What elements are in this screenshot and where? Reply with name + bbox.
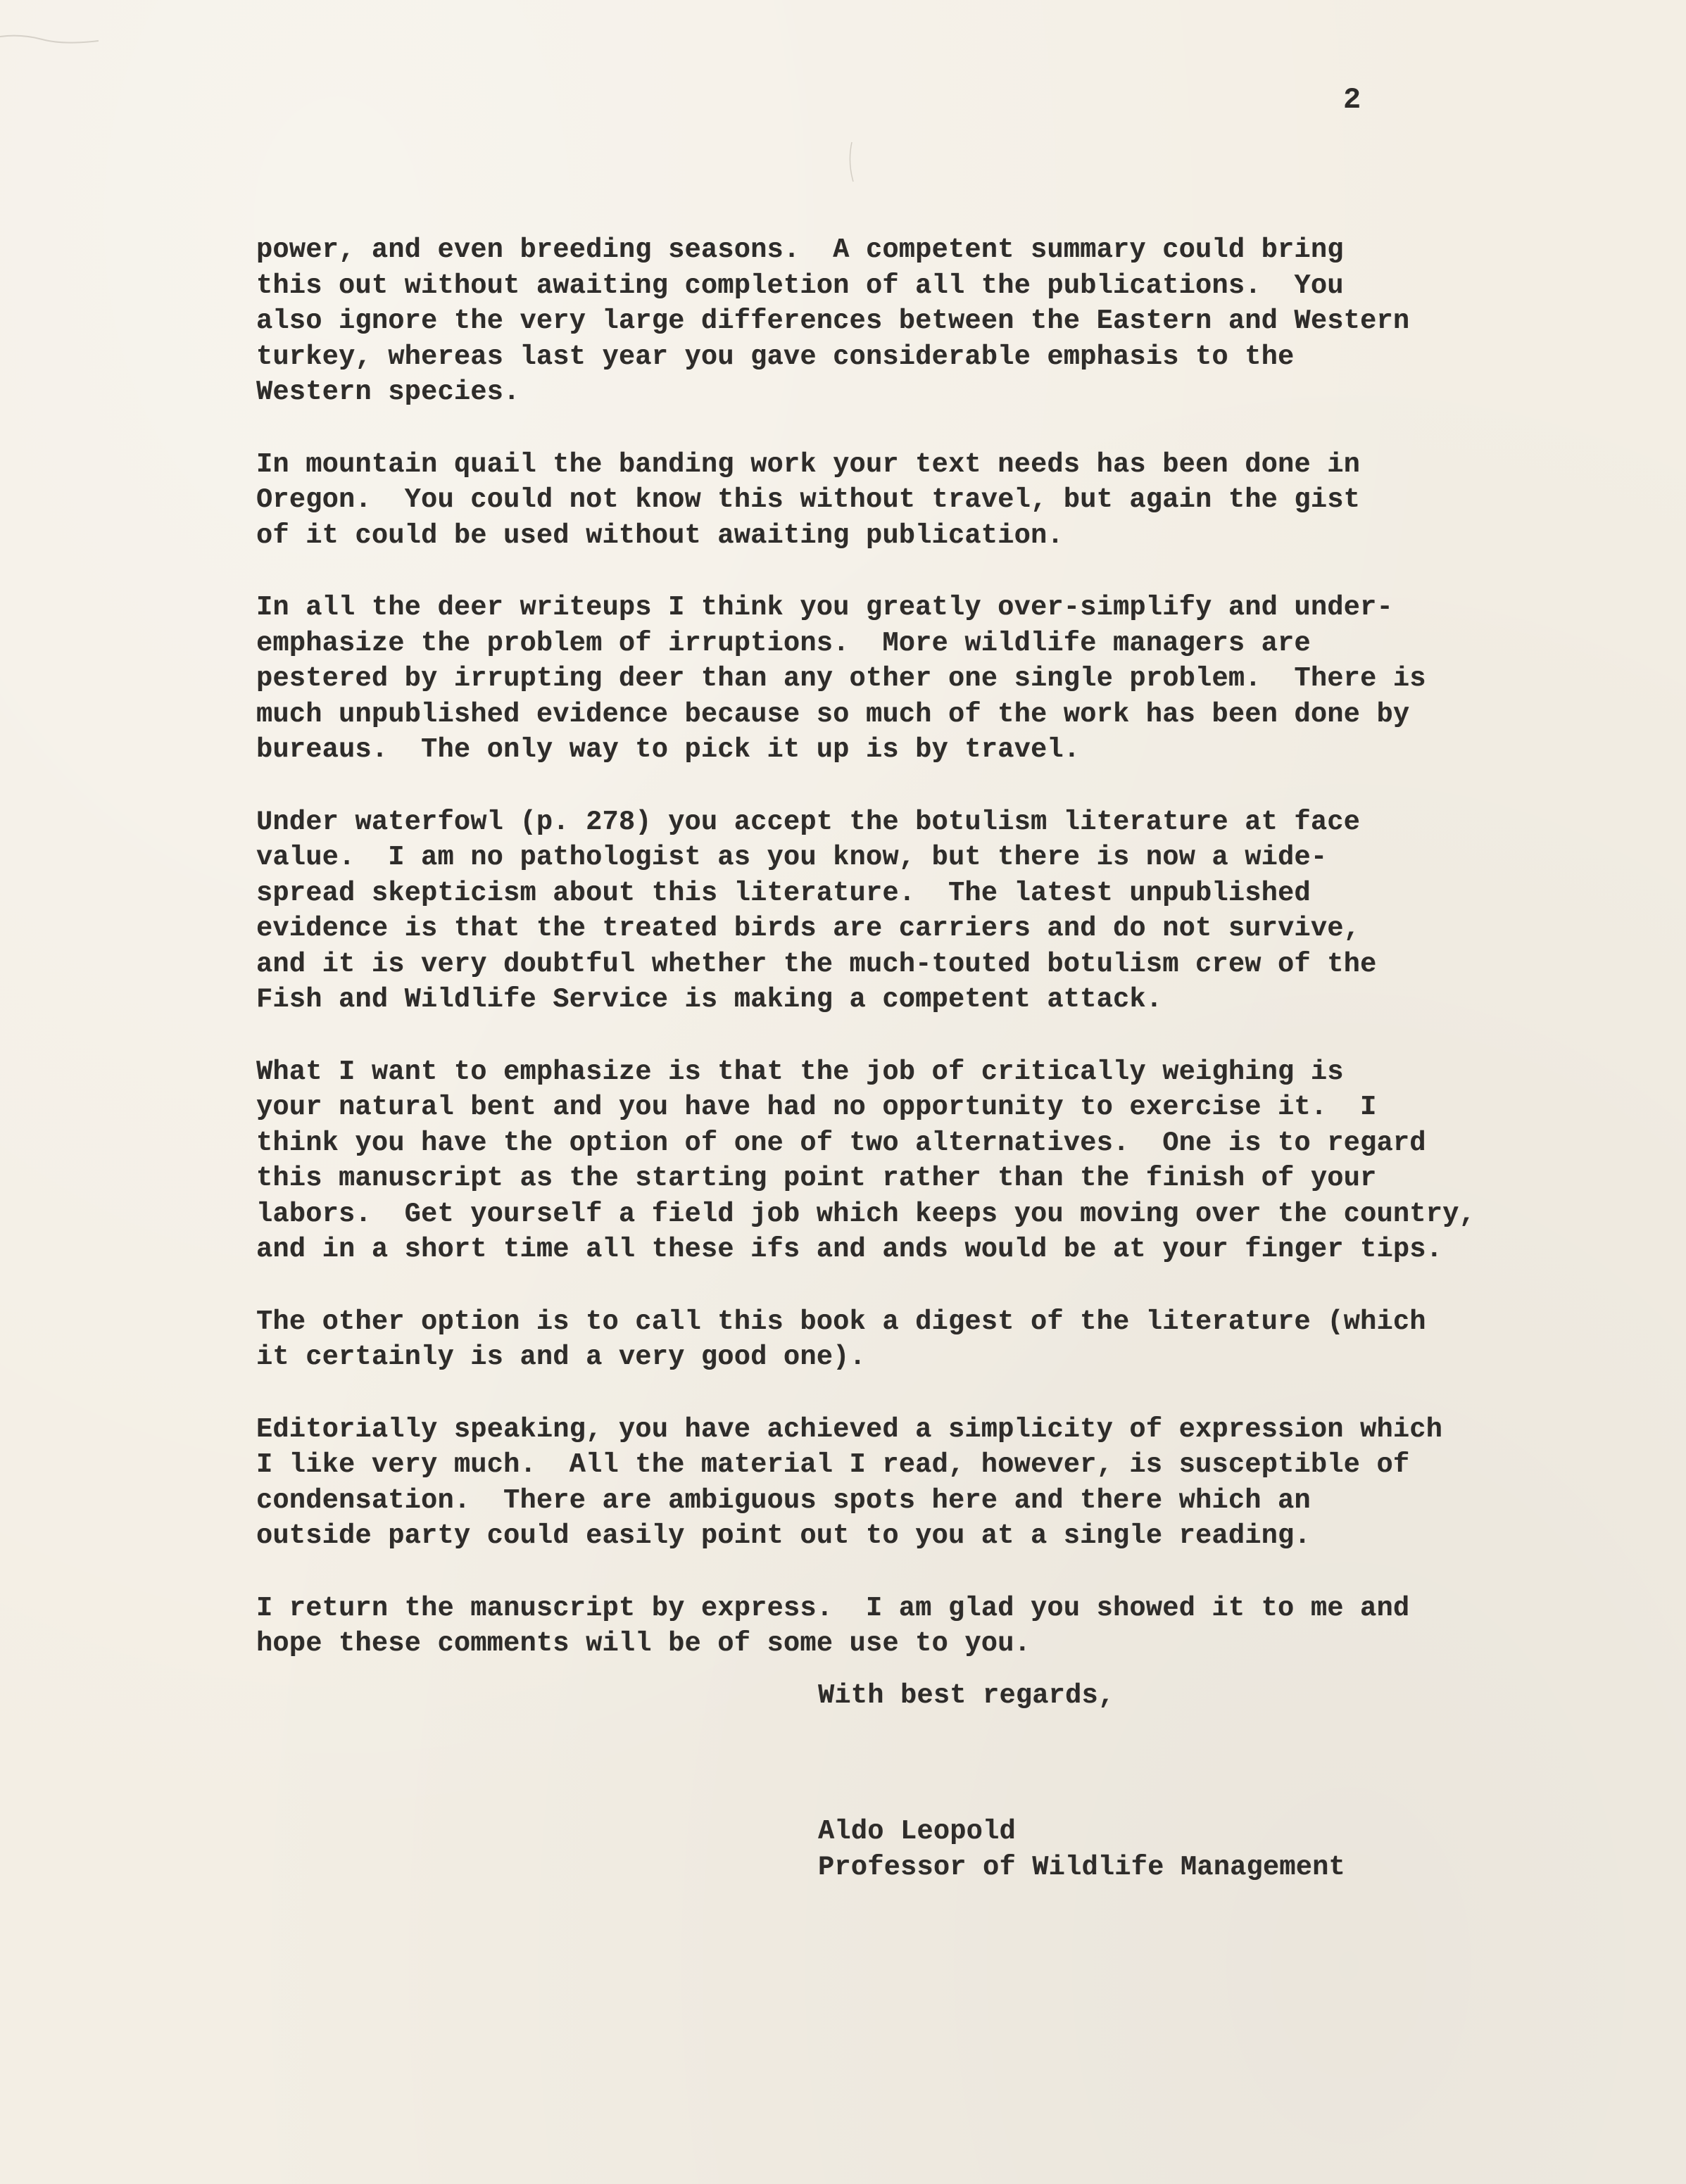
text-line: of it could be used without awaiting publication. (256, 519, 1064, 551)
text-line: power, and even breeding seasons. A competent summary could bring (256, 234, 1344, 265)
text-line: emphasize the problem of irruptions. More wildlife managers are (256, 627, 1311, 659)
text-line: evidence is that the treated birds are carriers and do not survive, (256, 913, 1361, 944)
signer-title: Professor of Wildlife Management (818, 1851, 1345, 1883)
text-line: I return the manuscript by express. I am glad you showed it to me and (256, 1592, 1410, 1624)
signer-name: Aldo Leopold (818, 1816, 1016, 1847)
letter-body (256, 232, 1580, 1698)
text-line: condensation. There are ambiguous spots here and there which an (256, 1484, 1311, 1516)
text-line: spread skepticism about this literature. The latest unpublished (256, 877, 1311, 909)
text-line: turkey, whereas last year you gave considerable emphasis to the (256, 341, 1295, 372)
text-line: and in a short time all these ifs and ands would be at your finger tips. (256, 1234, 1443, 1265)
text-line: it certainly is and a very good one). (256, 1342, 866, 1372)
text-line: Oregon. You could not know this without travel, but again the gist (256, 484, 1361, 515)
paper-stain-mark (0, 28, 106, 49)
text-line: this manuscript as the starting point rather than the finish of your (256, 1163, 1377, 1194)
text-line: this out without awaiting completion of all the publications. You (256, 270, 1344, 301)
paragraph-1 (256, 232, 1580, 410)
signature-block (818, 1814, 1345, 1885)
text-line: your natural bent and you have had no opportunity to exercise it. I (256, 1092, 1377, 1123)
paragraph-5 (256, 1054, 1580, 1268)
closing-text: With best regards, (818, 1680, 1115, 1711)
text-line: labors. Get yourself a field job which keeps you moving over the country, (256, 1198, 1476, 1230)
paragraph-4 (256, 804, 1580, 1018)
text-line: pestered by irrupting deer than any other one single problem. There is (256, 663, 1426, 694)
paragraph-2 (256, 447, 1580, 554)
text-line: bureaus. The only way to pick it up is by travel. (256, 734, 1081, 765)
closing (818, 1678, 1114, 1714)
text-line: outside party could easily point out to you at a single reading. (256, 1520, 1311, 1551)
text-line: value. I am no pathologist as you know, but there is now a wide- (256, 842, 1328, 873)
text-line: much unpublished evidence because so much of the work has been done by (256, 698, 1410, 730)
pencil-mark (845, 141, 859, 183)
text-line: also ignore the very large differences between the Eastern and Western (256, 305, 1410, 336)
paragraph-3 (256, 590, 1580, 768)
text-line: Under waterfowl (p. 278) you accept the botulism literature at face (256, 806, 1361, 838)
text-line: I like very much. All the material I read, however, is susceptible of (256, 1449, 1410, 1480)
paragraph-7 (256, 1412, 1580, 1554)
text-line: Fish and Wildlife Service is making a competent attack. (256, 984, 1163, 1015)
text-line: Western species. (256, 377, 520, 408)
text-line: The other option is to call this book a digest of the literature (which (256, 1306, 1426, 1337)
text-line: think you have the option of one of two alternatives. One is to regard (256, 1127, 1426, 1159)
paragraph-6 (256, 1304, 1580, 1375)
text-line: What I want to emphasize is that the job of critically weighing is (256, 1056, 1344, 1087)
page-number: 2 (1343, 83, 1361, 117)
text-line: In mountain quail the banding work your text needs has been done in (256, 448, 1361, 480)
text-line: hope these comments will be of some use to you. (256, 1628, 1031, 1659)
text-line: In all the deer writeups I think you greatly over-simplify and under- (256, 592, 1393, 623)
text-line: Editorially speaking, you have achieved a simplicity of expression which (256, 1413, 1443, 1445)
paragraph-8 (256, 1591, 1580, 1662)
text-line: and it is very doubtful whether the much-touted botulism crew of the (256, 948, 1377, 980)
